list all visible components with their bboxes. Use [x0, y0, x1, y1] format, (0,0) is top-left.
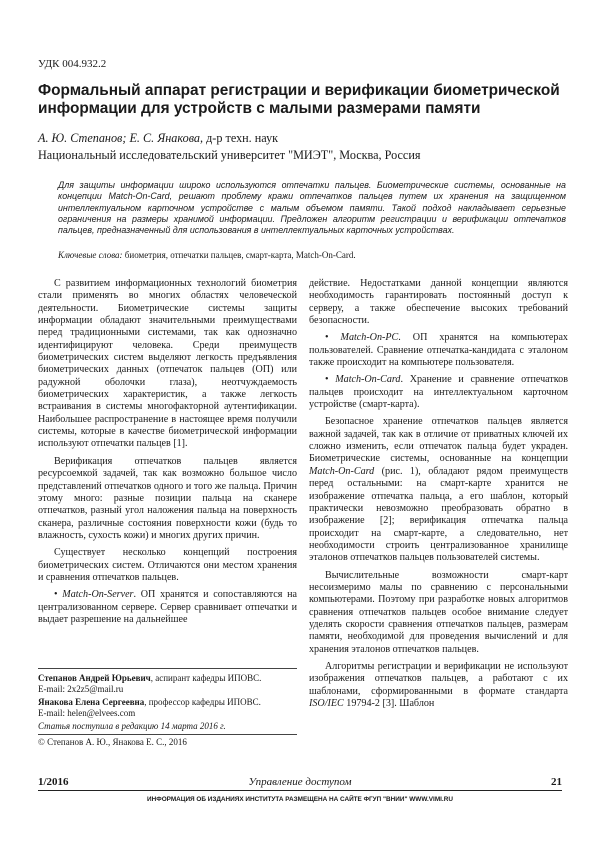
paragraph: действие. Недостатками данной концепции являются необходимость гарантировать постоянный доступ к серверу, а также обеспечение высоких требований безопасности.	[309, 278, 568, 327]
affiliation: Национальный исследовательский университет "МИЭТ", Москва, Россия	[38, 148, 421, 162]
paragraph: Вычислительные возможности смарт-карт несоизмеримо малы по сравнению с персональными компьютерами. Поэтому при разработке новых алгоритмов сравнения отпечатков пальцев особое внимание следует уделять скорости сравнения отпечатков пальцев, размерам памяти, необходимой для проведения вычислений и для хранения эталонов отпечатков пальцев.	[309, 569, 568, 655]
received-date: Статья поступила в редакцию 14 марта 2016 г.	[38, 721, 226, 731]
udk-code: УДК 004.932.2	[38, 58, 107, 70]
footer-rule	[38, 790, 562, 791]
paragraph: Безопасное хранение отпечатков пальцев является важной задачей, так как в отличие от приватных ключей их сложно изменить, если отпечаток пальца будет украден. Биометрические системы, основанные на концепции Match-On-Card (рис. 1), обладают рядом преимуществ перед остальными: на смарт-карте хранится не изображение отпечатка пальца, а его шаблон, который практически невозможно преобразовать обратно в изображение [2]; верификация отпечатка пальца происходит на смарт-карте, а следовательно, нет необходимости строить централизованное хранилище эталонов отпечатков пальцев пользователей системы.	[309, 416, 568, 564]
bullet-marker: •	[54, 589, 58, 601]
article-title: Формальный аппарат регистрации и верификации биометрической информации для устройств с малыми размерами памяти	[38, 82, 560, 117]
bullet-term: Match-On-PC	[340, 332, 399, 344]
bullet-text: . ОП хранятся и сопоставляются на централизованном сервере. Сервер сравнивает отпечатки и выдает разрешение на дальнейшее	[38, 589, 297, 625]
footnote-author-1	[38, 673, 297, 695]
paragraph: Алгоритмы регистрации и верификации не используют изображения отпечатков пальцев, а работают с их шаблонами, сформированными в формате стандарта ISO/IEC 19794-2 [3]. Шаблон	[309, 660, 568, 709]
bullet-term: Match-On-Server	[62, 589, 134, 601]
author-degree: д-р техн. наук	[203, 131, 279, 145]
author1-role: , аспирант кафедры ИПОВС.	[150, 673, 262, 683]
copyright-divider	[38, 734, 297, 735]
bullet-paragraph: • Match-On-PC. ОП хранятся на компьютерах пользователей. Сравнение отпечатка-кандидата с эталоном также происходит на компьютере пользователя.	[309, 332, 568, 369]
keywords-text: биометрия, отпечатки пальцев, смарт-карта, Match-On-Card.	[122, 250, 356, 260]
paragraph: Существует несколько концепций построения биометрических систем. Отличаются они местом хранения и сравнения отпечатков пальцев.	[38, 547, 297, 583]
author2-role: , профессор кафедры ИПОВС.	[144, 697, 261, 707]
paragraph: Верификация отпечатков пальцев является ресурсоемкой задачей, так как возможно большое число представлений отпечатков одного и того же пальца. Причин этому много: разные позиции пальца на сканере отпечатков, разный угол наложения пальца на поверхность сканера, различные состояния поверхности кожи (будь то влажность, сухость кожи) и многих других причин.	[38, 455, 297, 541]
authors-line	[38, 131, 278, 146]
left-column	[38, 278, 297, 626]
abstract: Для защиты информации широко используются отпечатки пальцев. Биометрические системы, основанные на концепции Match-On-Card, решают проблему кражи отпечатков пальцев путем их хранения на защищенном интеллектуальном карточном устройстве с малым объемом памяти. Такой подход накладывает серьезные ограничения на размеры хранимой информации. Предложен алгоритм регистрации и верификации отпечатков пальцев, предназначенный для использования в интеллектуальных карточных устройствах.	[58, 180, 566, 236]
bullet-paragraph: • Match-On-Card. Хранение и сравнение отпечатков пальцев происходит на интеллектуальном карточном устройстве (смарт-карта).	[309, 374, 568, 411]
bullet-term: Match-On-Card	[335, 374, 401, 386]
footnote-author-2	[38, 697, 297, 719]
author1-name: Степанов Андрей Юрьевич	[38, 673, 151, 683]
bullet-paragraph	[38, 589, 297, 626]
footer-info: ИНФОРМАЦИЯ ОБ ИЗДАНИЯХ ИНСТИТУТА РАЗМЕЩЕНА НА САЙТЕ ФГУП "ВНИИ" WWW.VIMI.RU	[147, 796, 453, 803]
keywords-label: Ключевые слова:	[58, 250, 123, 260]
journal-section: Управление доступом	[248, 776, 352, 788]
page-number: 21	[551, 776, 562, 788]
author2-name: Янакова Елена Сергеевна	[38, 697, 145, 707]
right-column	[309, 278, 568, 710]
keywords	[58, 250, 566, 260]
issue-number: 1/2016	[38, 776, 69, 788]
author1-email: E-mail: 2x2z5@mail.ru	[38, 684, 124, 695]
author2-email: E-mail: helen@elvees.com	[38, 708, 136, 719]
footnote-divider	[38, 668, 297, 669]
paragraph: С развитием информационных технологий биометрия стали применять во многих областях человеческой деятельности. Биометрические системы защиты информации обладают значительными преимуществами перед традиционными системами, так как однозначно идентифицируют человека. Среди преимуществ биометрических систем выделяют легкость предъявления биометрических данных (отпечаток пальцев (ОП) или радужной оболочки глаза), неотчуждаемость биометрических характеристик, а также легкость встраивания в системы многофакторной аутентификации. Наибольшее распространение в настоящее время получили системы, которые в качестве биометрической информации используют отпечатки пальцев [1].	[38, 278, 297, 450]
copyright: © Степанов А. Ю., Янакова Е. С., 2016	[38, 737, 187, 747]
author-names: А. Ю. Степанов; Е. С. Янакова,	[38, 131, 204, 145]
